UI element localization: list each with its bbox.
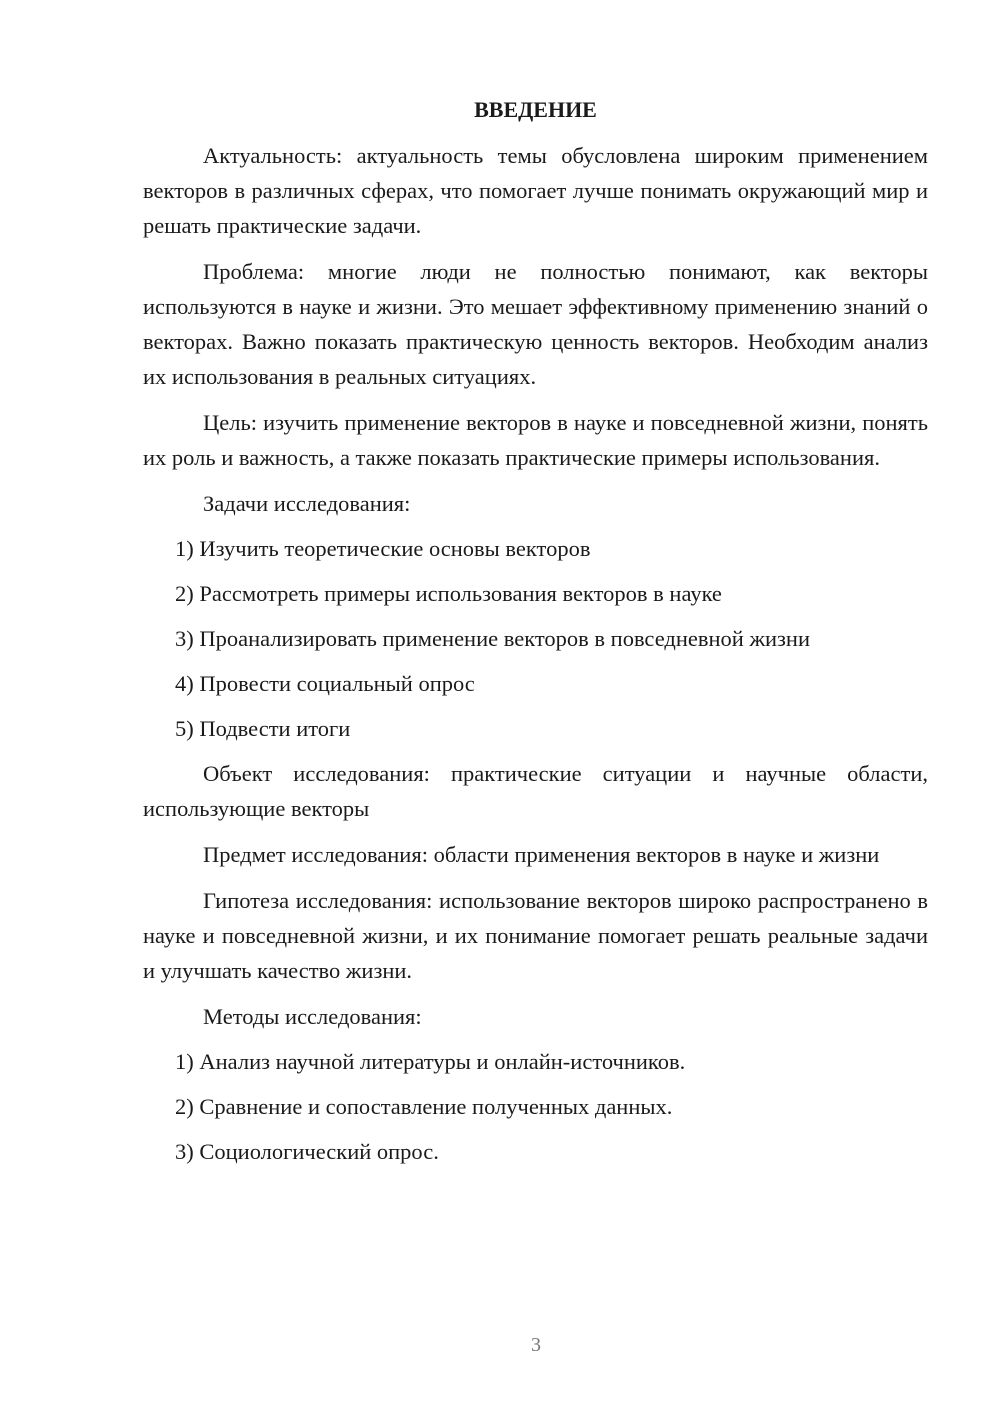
object-paragraph: Объект исследования: практические ситуации и научные области, использующие векторы	[143, 761, 928, 821]
method-item-1: 1) Анализ научной литературы и онлайн-источников.	[175, 1049, 686, 1074]
method-item-3: 3) Социологический опрос.	[175, 1139, 439, 1164]
task-item-4: 4) Провести социальный опрос	[175, 671, 475, 696]
page-number: 3	[531, 1334, 541, 1356]
task-item-5: 5) Подвести итоги	[175, 716, 351, 741]
task-item-2: 2) Рассмотреть примеры использования векторов в науке	[175, 581, 722, 606]
method-item-2: 2) Сравнение и сопоставление полученных данных.	[175, 1094, 673, 1119]
goal-paragraph: Цель: изучить применение векторов в науке и повседневной жизни, понять их роль и важность, а также показать практические примеры использования.	[143, 410, 928, 470]
relevance-paragraph: Актуальность: актуальность темы обусловлена широким применением векторов в различных сферах, что помогает лучше понимать окружающий мир и решать практические задачи.	[143, 143, 928, 238]
task-item-3: 3) Проанализировать применение векторов в повседневной жизни	[175, 626, 810, 651]
tasks-heading: Задачи исследования:	[203, 491, 411, 516]
task-item-1: 1) Изучить теоретические основы векторов	[175, 536, 591, 561]
document-page	[143, 92, 928, 1179]
subject-paragraph: Предмет исследования: области применения векторов в науке и жизни	[203, 842, 880, 867]
problem-paragraph: Проблема: многие люди не полностью понимают, как векторы используются в науке и жизни. Это мешает эффективному применению знаний о векторах. Важно показать практическую ценность векторов. Необходим анализ их использования в реальных ситуациях.	[143, 259, 928, 389]
hypothesis-paragraph: Гипотеза исследования: использование векторов широко распространено в науке и повседневной жизни, и их понимание помогает решать реальные задачи и улучшать качество жизни.	[143, 888, 928, 983]
section-title: ВВЕДЕНИЕ	[474, 97, 597, 122]
methods-heading: Методы исследования:	[203, 1004, 422, 1029]
